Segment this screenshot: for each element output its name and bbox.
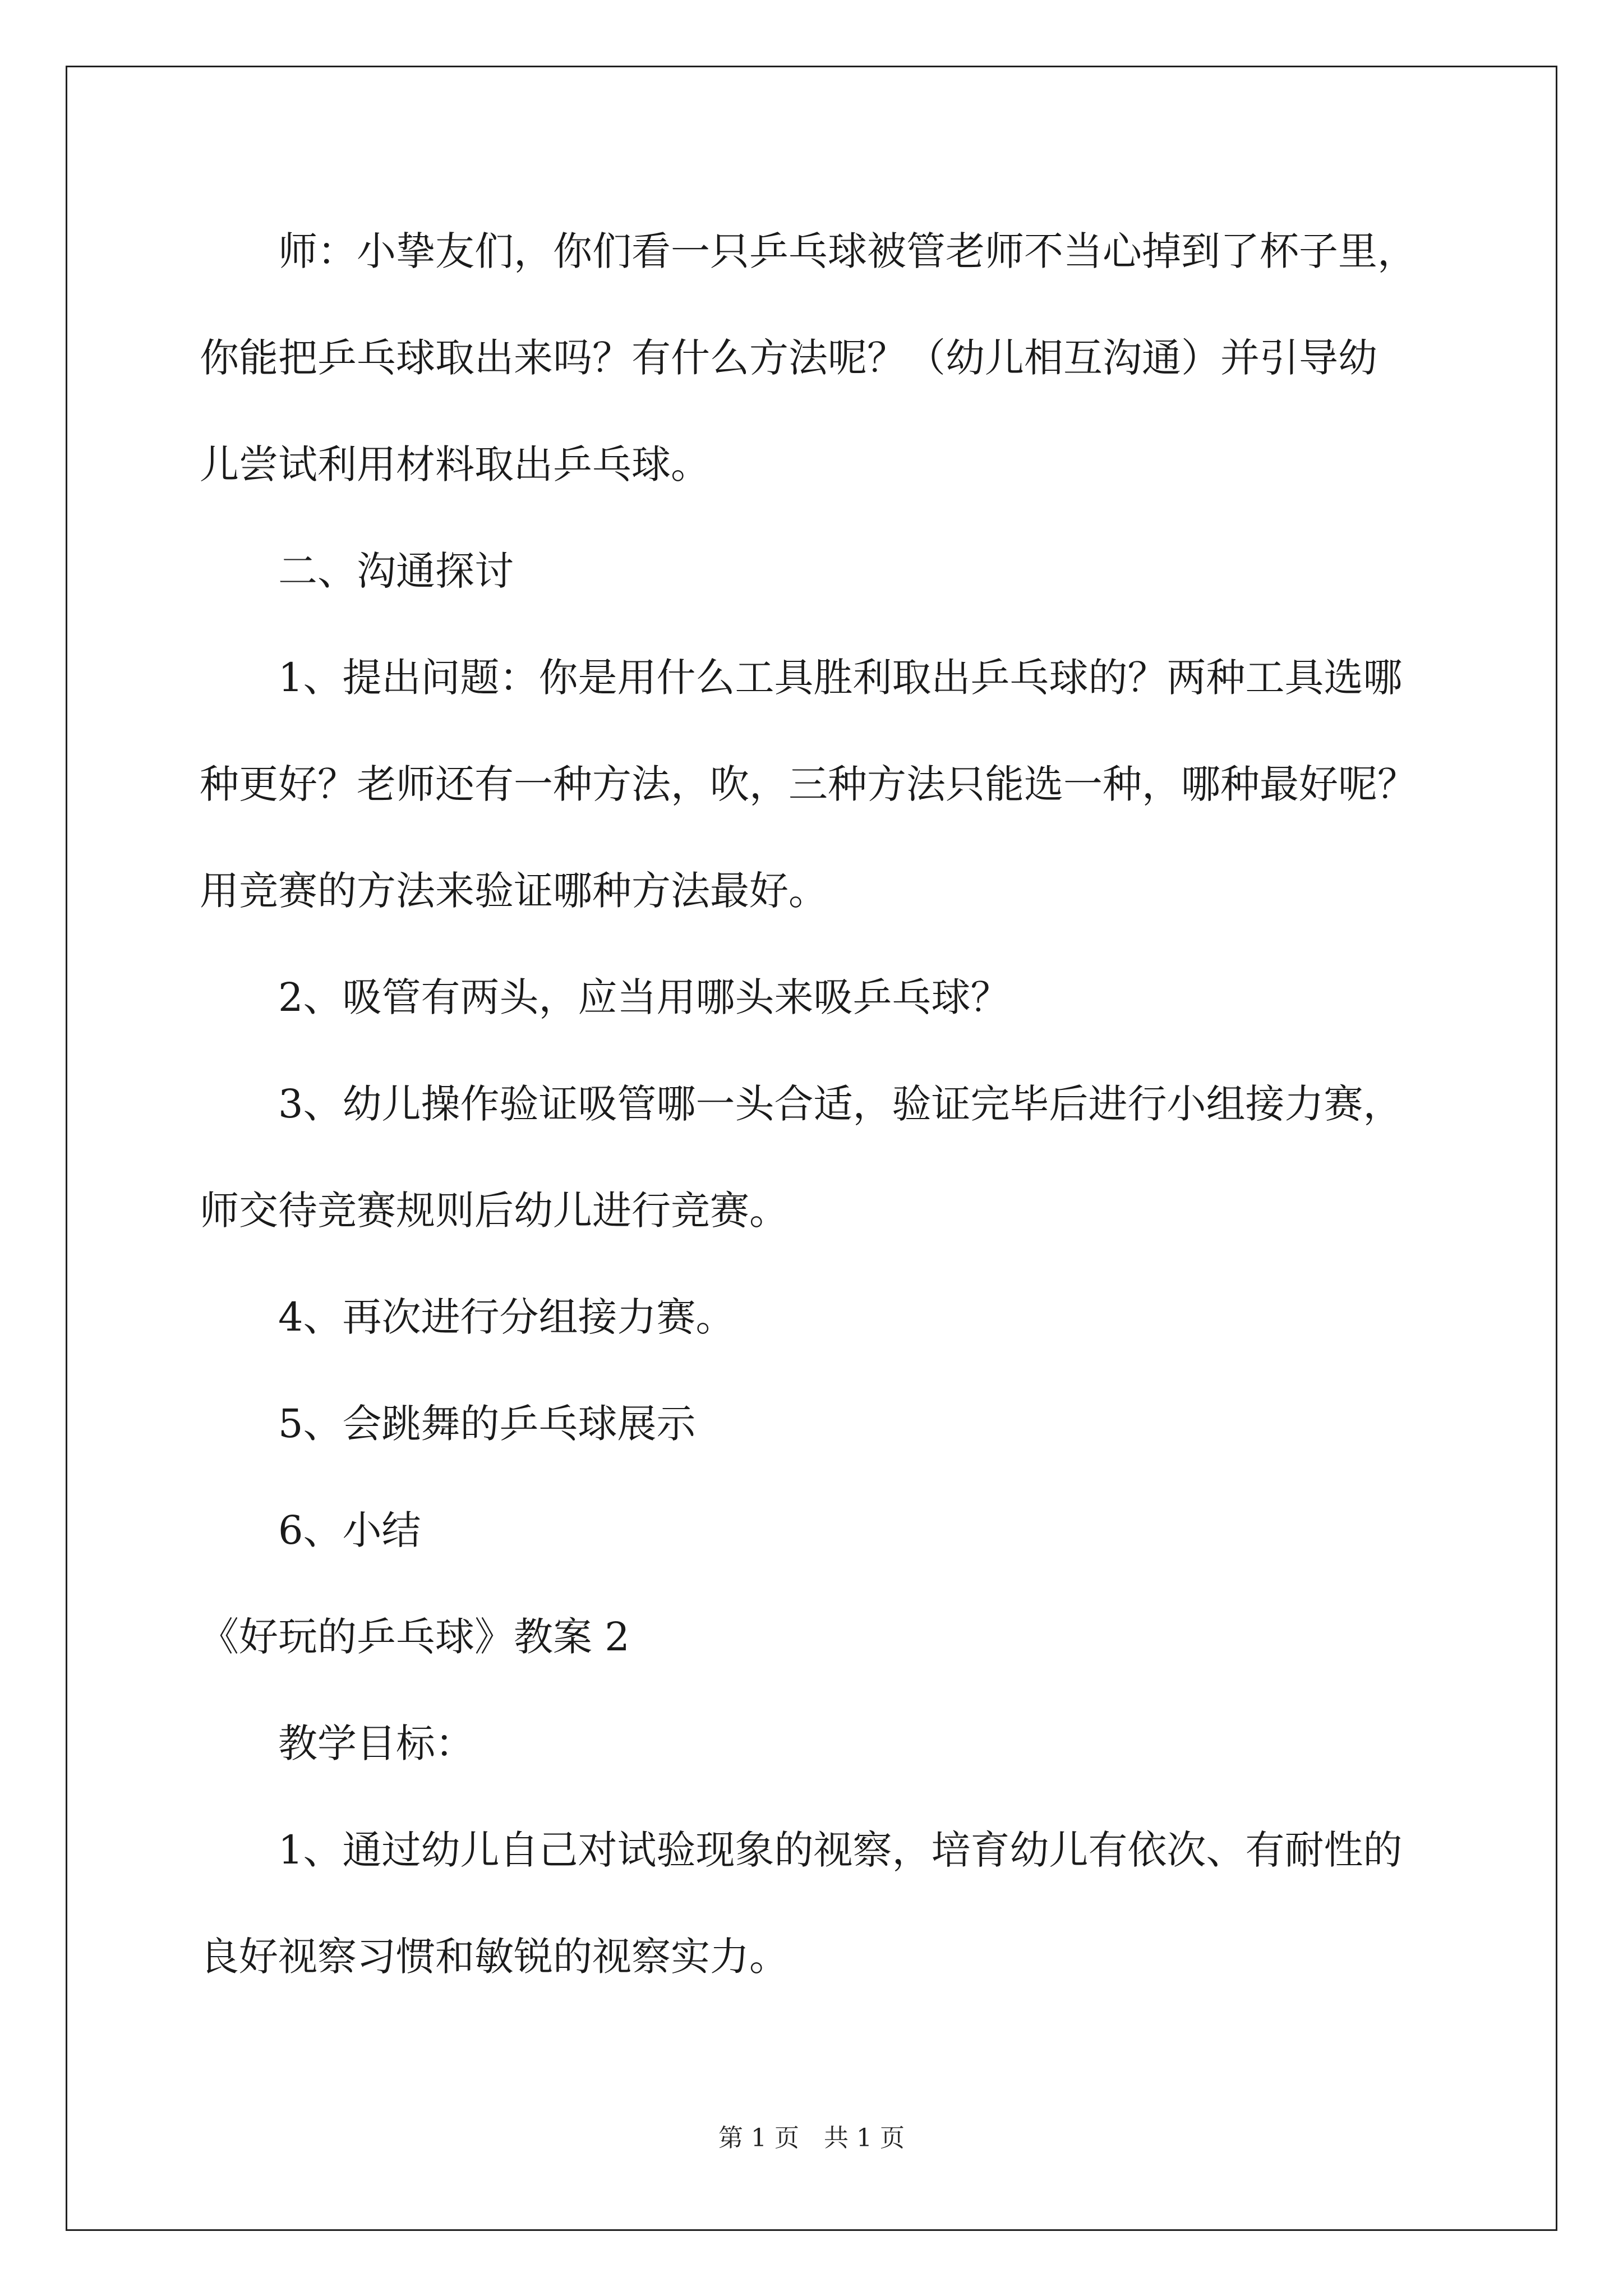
- paragraph-line: 你能把乒乓球取出来吗？有什么方法呢？（幼儿相互沟通）并引导幼: [200, 335, 1377, 381]
- page-border: [66, 66, 1557, 2231]
- paragraph-line: 5、会跳舞的乒乓球展示: [278, 1401, 696, 1447]
- paragraph-line: 良好视察习惯和敏锐的视察实力。: [200, 1934, 789, 1980]
- page-footer: 第 1 页 共 1 页: [718, 2124, 905, 2152]
- paragraph-line: 师交待竞赛规则后幼儿进行竞赛。: [200, 1188, 789, 1234]
- paragraph-line: 种更好？老师还有一种方法，吹，三种方法只能选一种，哪种最好呢？: [200, 761, 1417, 807]
- paragraph-line: 用竞赛的方法来验证哪种方法最好。: [200, 868, 828, 914]
- lesson-plan-title: 《好玩的乒乓球》教案 2: [200, 1614, 630, 1660]
- paragraph-line: 6、小结: [278, 1507, 421, 1553]
- paragraph-line: 师：小挚友们，你们看一只乒乓球被管老师不当心掉到了杯子里，: [278, 228, 1417, 274]
- paragraph-line: 1、通过幼儿自己对试验现象的视察，培育幼儿有依次、有耐性的: [278, 1827, 1403, 1873]
- paragraph-line: 2、吸管有两头，应当用哪头来吸乒乓球？: [278, 974, 1010, 1020]
- paragraph-line: 4、再次进行分组接力赛。: [278, 1294, 735, 1340]
- paragraph-line: 1、提出问题：你是用什么工具胜利取出乒乓球的？两种工具选哪: [278, 655, 1403, 701]
- section-heading: 二、沟通探讨: [278, 548, 514, 594]
- paragraph-line: 儿尝试利用材料取出乒乓球。: [200, 441, 710, 487]
- paragraph-line: 3、幼儿操作验证吸管哪一头合适，验证完毕后进行小组接力赛，: [278, 1081, 1403, 1127]
- section-heading: 教学目标：: [278, 1720, 474, 1766]
